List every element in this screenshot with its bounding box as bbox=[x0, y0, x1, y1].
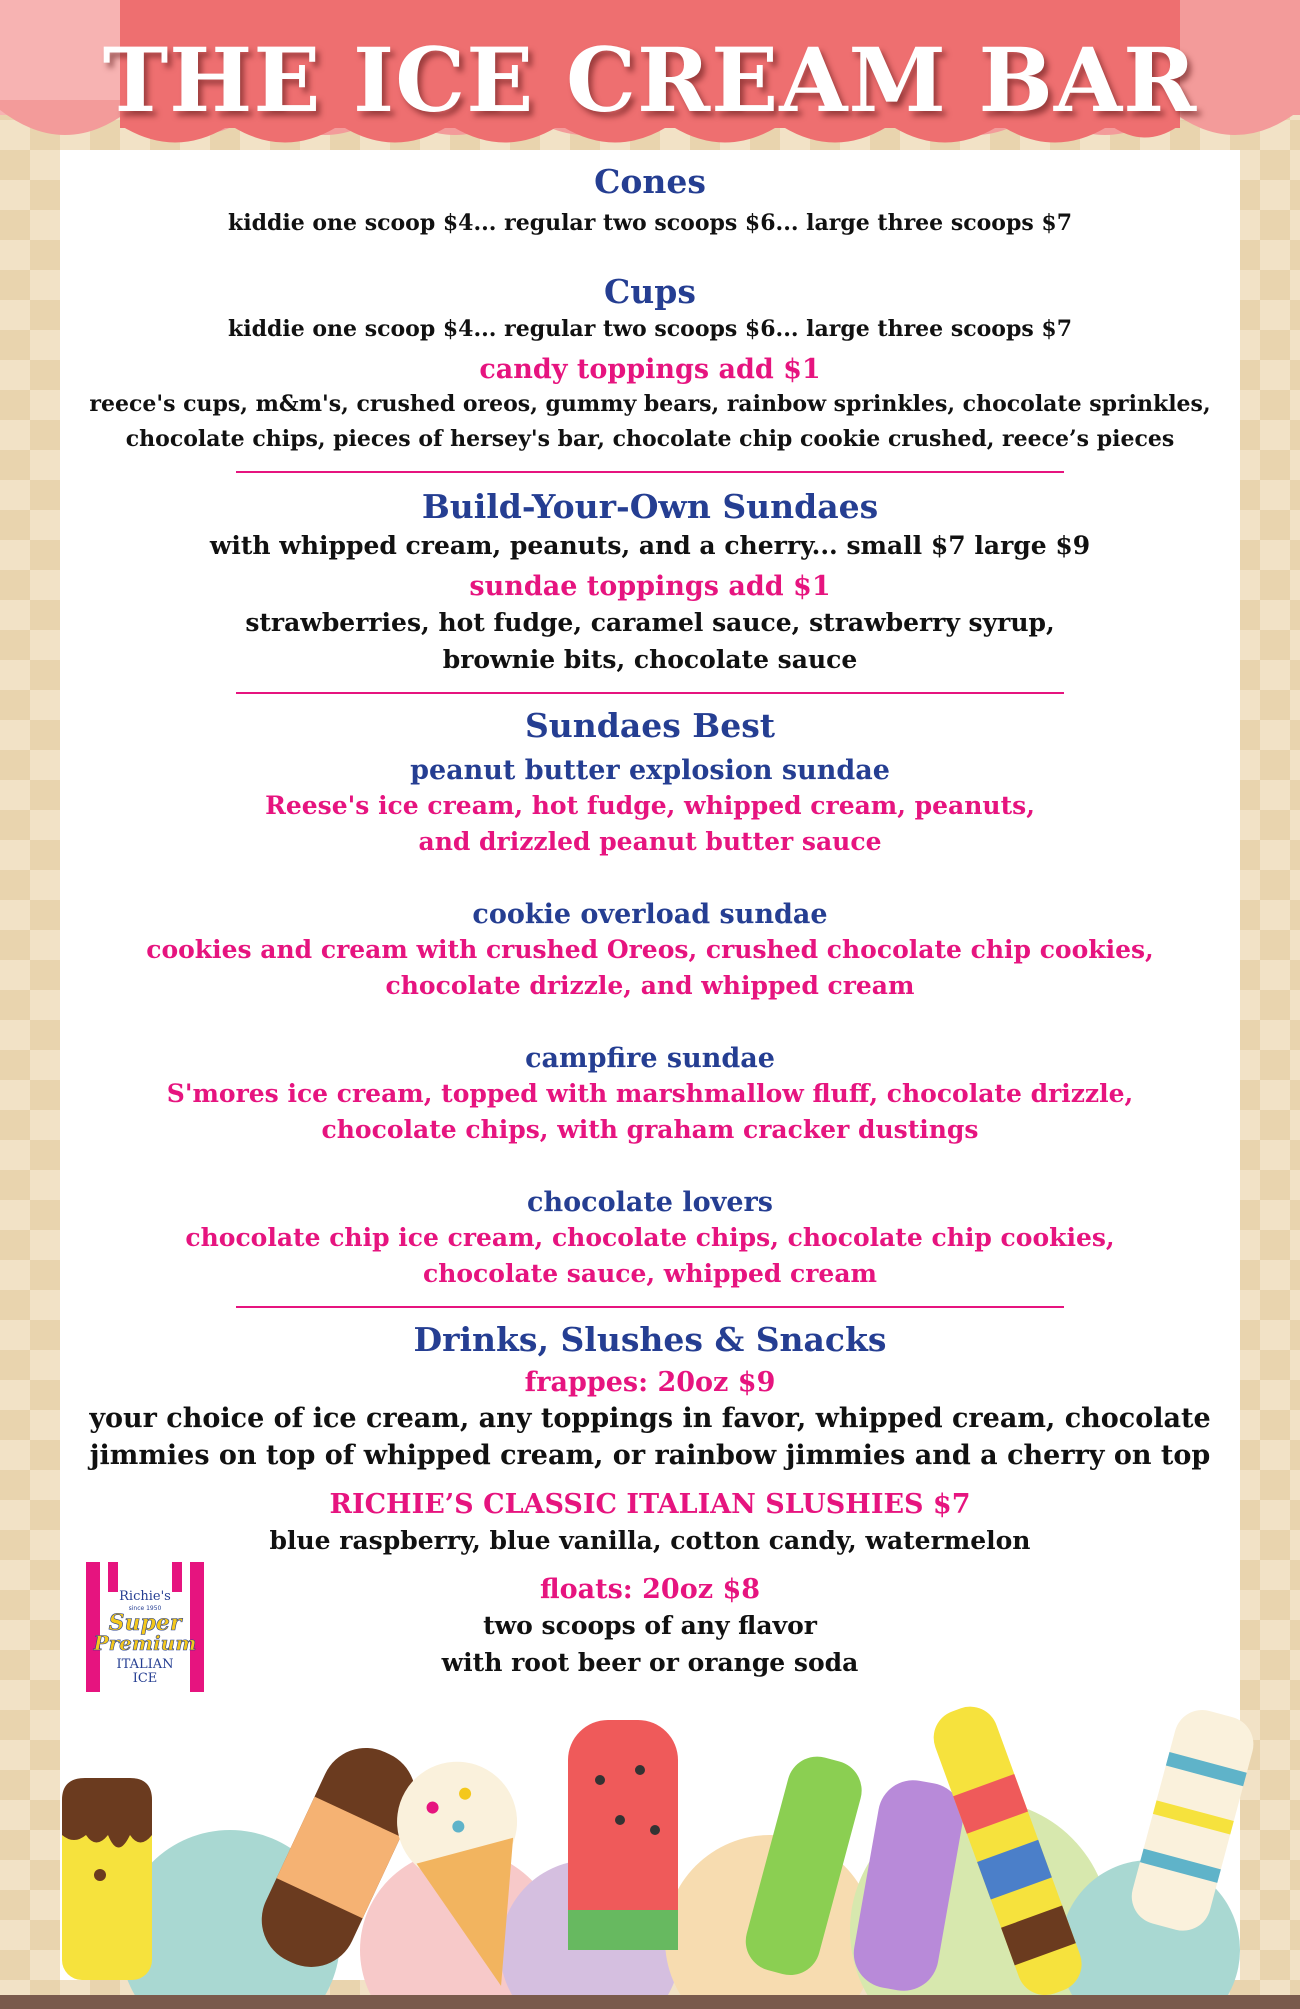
chocolate-dipped-popsicle-icon bbox=[62, 1778, 152, 1980]
svg-text:ICE: ICE bbox=[132, 1671, 158, 1686]
candy-toppings-line-2: chocolate chips, pieces of hersey's bar, chocolate chip cookie crushed, reece’s pieces bbox=[125, 426, 1175, 452]
build-sundaes-heading: Build-Your-Own Sundaes bbox=[421, 487, 879, 526]
sundae-item-name: campfire sundae bbox=[525, 1043, 775, 1074]
sundaes-best-heading: Sundaes Best bbox=[524, 706, 776, 745]
cones-prices: kiddie one scoop $4... regular two scoops $6... large three scoops $7 bbox=[227, 210, 1072, 236]
cones-heading: Cones bbox=[594, 162, 706, 201]
sundae-item-description-2: chocolate chips, with graham cracker dustings bbox=[321, 1115, 979, 1144]
cups-heading: Cups bbox=[604, 272, 696, 311]
frappes-heading: frappes: 20oz $9 bbox=[524, 1367, 776, 1398]
cups-prices: kiddie one scoop $4... regular two scoops $6... large three scoops $7 bbox=[227, 316, 1072, 342]
sundae-item-name: peanut butter explosion sundae bbox=[410, 755, 890, 786]
section-cones bbox=[60, 162, 1240, 241]
section-drinks bbox=[60, 1320, 1240, 1681]
sundae-item-description-1: Reese's ice cream, hot fudge, whipped cream, peanuts, bbox=[265, 791, 1035, 820]
divider bbox=[236, 692, 1064, 694]
sundae-item-description-2: chocolate sauce, whipped cream bbox=[422, 1259, 877, 1288]
slushies-heading: RICHIE’S CLASSIC ITALIAN SLUSHIES $7 bbox=[329, 1489, 971, 1520]
sundae-item-name: cookie overload sundae bbox=[472, 899, 828, 930]
divider bbox=[236, 1306, 1064, 1308]
section-build-your-own-sundaes bbox=[60, 487, 1240, 678]
frappes-description-2: jimmies on top of whipped cream, or rainbow jimmies and a cherry on top bbox=[89, 1440, 1211, 1471]
build-sundaes-description: with whipped cream, peanuts, and a cherry... small $7 large $9 bbox=[209, 531, 1091, 560]
sundae-item bbox=[60, 1042, 1240, 1148]
svg-text:ITALIAN: ITALIAN bbox=[116, 1657, 174, 1672]
candy-toppings-heading: candy toppings add $1 bbox=[479, 354, 821, 385]
sundae-item-description-2: chocolate drizzle, and whipped cream bbox=[385, 971, 915, 1000]
floats-description-1: two scoops of any flavor bbox=[483, 1611, 817, 1640]
page-title: THE ICE CREAM BAR bbox=[102, 28, 1198, 132]
drinks-heading: Drinks, Slushes & Snacks bbox=[413, 1320, 887, 1359]
sundae-item-description-1: chocolate chip ice cream, chocolate chips, chocolate chip cookies, bbox=[185, 1223, 1115, 1252]
menu-content bbox=[60, 160, 1240, 1681]
ice-cream-illustration bbox=[0, 1700, 1300, 2009]
frappes-description-1: your choice of ice cream, any toppings in favor, whipped cream, chocolate bbox=[89, 1403, 1211, 1434]
section-cups bbox=[60, 272, 1240, 457]
sundae-item-description-1: cookies and cream with crushed Oreos, crushed chocolate chip cookies, bbox=[146, 935, 1154, 964]
svg-text:Premium: Premium bbox=[93, 1631, 197, 1655]
sundae-item bbox=[60, 1186, 1240, 1292]
floats-heading: floats: 20oz $8 bbox=[539, 1574, 761, 1605]
floats-description-2: with root beer or orange soda bbox=[441, 1648, 859, 1677]
svg-text:since 1950: since 1950 bbox=[128, 1605, 162, 1612]
sundae-item-name: chocolate lovers bbox=[527, 1187, 773, 1218]
watermelon-popsicle-icon bbox=[568, 1720, 678, 1950]
section-sundaes-best bbox=[60, 706, 1240, 1292]
divider bbox=[236, 471, 1064, 473]
richies-italian-ice-logo bbox=[82, 1558, 208, 1696]
sprinkle-popsicle-icon bbox=[1125, 1704, 1259, 1937]
sundae-item bbox=[60, 754, 1240, 860]
sundae-item-description-1: S'mores ice cream, topped with marshmallow fluff, chocolate drizzle, bbox=[166, 1079, 1134, 1108]
candy-toppings-line-1: reece's cups, m&m's, crushed oreos, gummy bears, rainbow sprinkles, chocolate sprinkles, bbox=[89, 391, 1211, 417]
slushies-flavors: blue raspberry, blue vanilla, cotton candy, watermelon bbox=[269, 1526, 1031, 1555]
sundae-toppings-line-2: brownie bits, chocolate sauce bbox=[442, 645, 858, 674]
svg-text:Super: Super bbox=[108, 1610, 182, 1636]
sundae-toppings-heading: sundae toppings add $1 bbox=[469, 571, 831, 602]
sundae-item-description-2: and drizzled peanut butter sauce bbox=[418, 827, 882, 856]
svg-text:Richie's: Richie's bbox=[119, 1589, 171, 1604]
sundae-toppings-line-1: strawberries, hot fudge, caramel sauce, strawberry syrup, bbox=[245, 608, 1055, 637]
sundae-item bbox=[60, 898, 1240, 1004]
